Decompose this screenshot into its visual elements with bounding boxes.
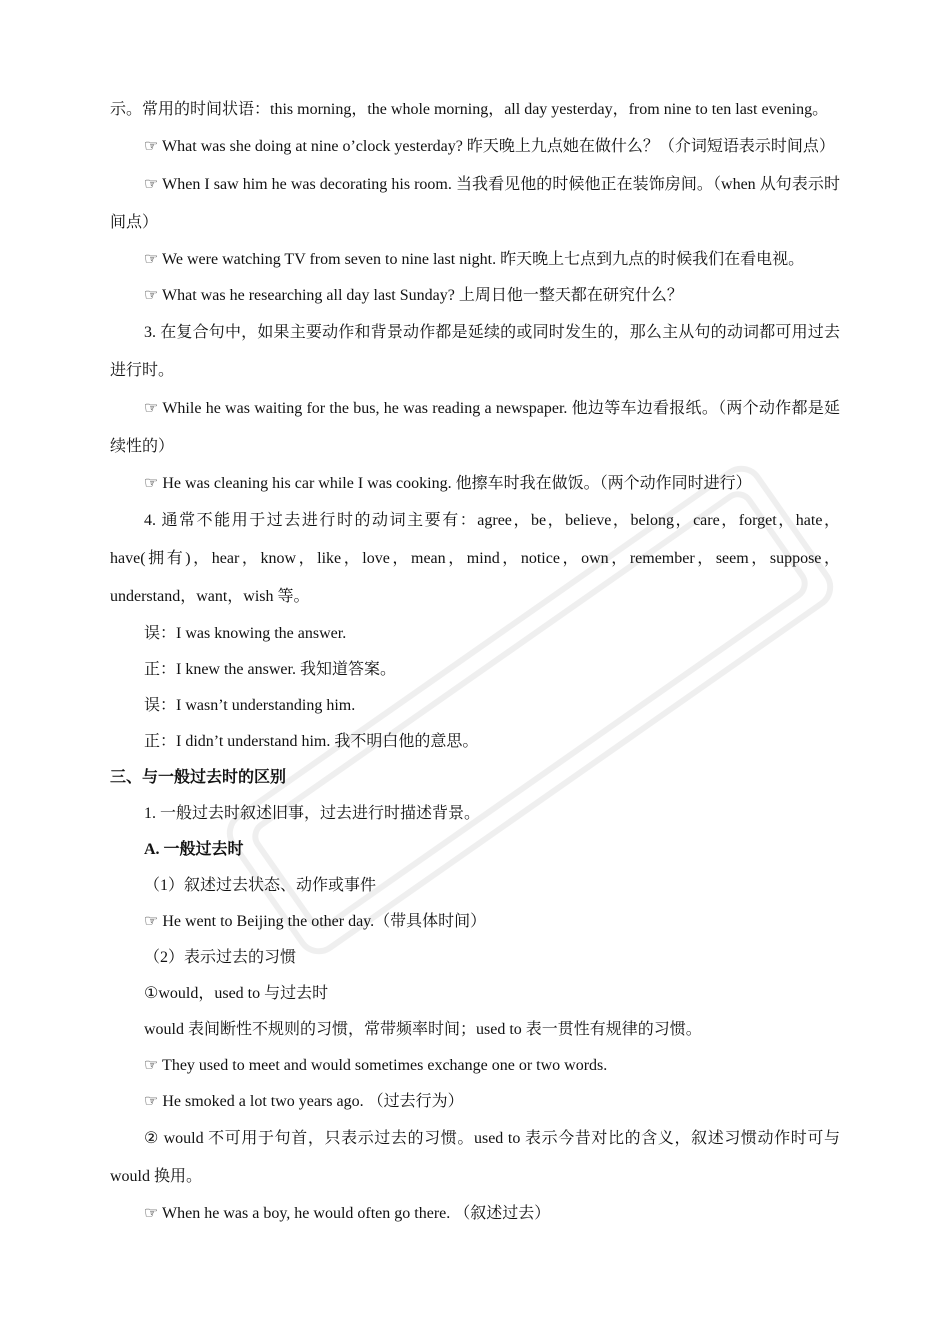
example-sentence: ☞ They used to meet and would sometimes exchange one or two words. (144, 1057, 608, 1074)
example-sentence: ☞ When I saw him he was decorating his room. 当我看见他的时候他正在装饰房间。（when 从句表示时间点） (110, 176, 840, 231)
paragraph-time-adverbials: 示。常用的时间状语：this morning，the whole morning，all day yesterday，from nine to ten last evening。 (110, 101, 829, 118)
rule-paragraph: 3. 在复合句中，如果主要动作和背景动作都是延续的或同时发生的，那么主从句的动词都可用过去进行时。 (110, 324, 840, 379)
list-item: （1）叙述过去状态、动作或事件 (144, 877, 377, 894)
list-item: （2）表示过去的习惯 (144, 949, 297, 966)
example-sentence: ☞ What was she doing at nine o’clock yesterday? 昨天晚上九点她在做什么？（介词短语表示时间点） (144, 138, 835, 155)
document-page (110, 92, 840, 1232)
wrong-example: 误：I wasn’t understanding him. (144, 697, 356, 714)
rule-paragraph: 1. 一般过去时叙述旧事，过去进行时描述背景。 (144, 805, 481, 822)
list-item: ①would，used to 与过去时 (144, 985, 329, 1002)
section-heading: 三、与一般过去时的区别 (110, 769, 287, 786)
rule-paragraph: would 表间断性不规则的习惯，常带频率时间；used to 表一贯性有规律的习惯。 (144, 1021, 702, 1038)
subsection-heading: A. 一般过去时 (144, 841, 244, 858)
example-sentence: ☞ He smoked a lot two years ago. （过去行为） (144, 1093, 464, 1110)
example-sentence: ☞ He was cleaning his car while I was cooking. 他擦车时我在做饭。（两个动作同时进行） (144, 475, 752, 492)
wrong-example: 误：I was knowing the answer. (144, 625, 347, 642)
correct-example: 正：I didn’t understand him. 我不明白他的意思。 (144, 733, 479, 750)
example-sentence: ☞ We were watching TV from seven to nine last night. 昨天晚上七点到九点的时候我们在看电视。 (144, 251, 805, 268)
example-sentence: ☞ What was he researching all day last Sunday? 上周日他一整天都在研究什么？ (144, 287, 683, 304)
example-sentence: ☞ He went to Beijing the other day.（带具体时间） (144, 913, 487, 930)
example-sentence: ☞ When he was a boy, he would often go there. （叙述过去） (144, 1205, 551, 1222)
example-sentence: ☞ While he was waiting for the bus, he was reading a newspaper. 他边等车边看报纸。（两个动作都是延续性的） (110, 400, 840, 455)
rule-paragraph: 4. 通常不能用于过去进行时的动词主要有：agree，be，believe，belong，care，forget，hate，have(拥有)，hear，know，like，love，mean，mind，notice，own，remember，seem，suppose，understand，want，wish 等。 (110, 512, 840, 605)
rule-paragraph: ② would 不可用于句首，只表示过去的习惯。used to 表示今昔对比的含义，叙述习惯动作时可与 would 换用。 (110, 1130, 840, 1185)
correct-example: 正：I knew the answer. 我知道答案。 (144, 661, 396, 678)
